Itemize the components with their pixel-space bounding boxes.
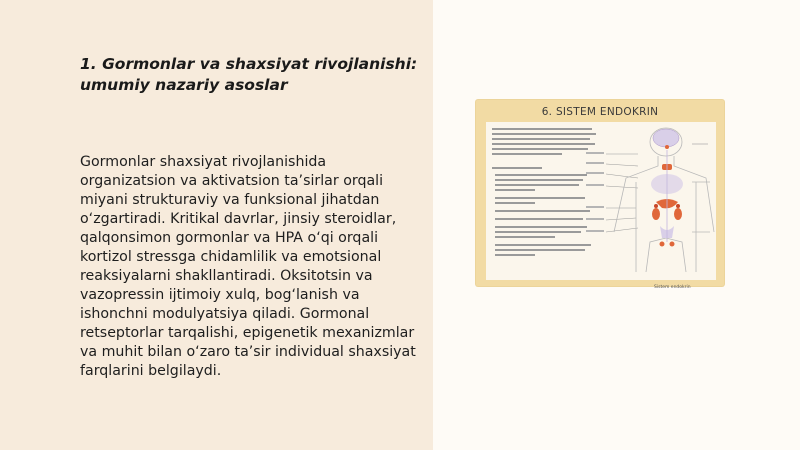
adrenal-right bbox=[676, 204, 680, 208]
endocrine-system-figure bbox=[476, 100, 724, 290]
kidney-right bbox=[674, 208, 682, 220]
gonad-left bbox=[660, 242, 665, 247]
gonad-right bbox=[670, 242, 675, 247]
figure-title: 6. SISTEM ENDOKRIN bbox=[541, 106, 659, 118]
brain-icon bbox=[653, 129, 679, 147]
figure-content bbox=[486, 122, 716, 290]
pituitary-gland bbox=[665, 145, 669, 149]
slide-body-text: Gormonlar shaxsiyat rivojlanishida organizatsion va aktivatsion ta’sirlar orqali miyani strukturaviy va funksional jihatdan o‘zgartiradi. Kritikal davrlar, jinsiy steroidlar, qalqonsimon gormonlar va HPA o‘qi orqali kortizol stressga chidamlilik va emotsional reaksiyalarni shakllantiradi. Oksitotsin va vazopressin ijtimoiy xulq, bog‘lanish va ishonchni modulyatsiya qiladi. Gormonal retseptorlar tarqalishi, epigenetik mexanizmlar va muhit bilan o‘zaro ta’sir individual shaxsiyat farqlarini belgilaydi. bbox=[80, 154, 416, 379]
endocrine-diagram-image bbox=[486, 122, 716, 280]
figure-label-text bbox=[586, 152, 604, 232]
adrenal-left bbox=[654, 204, 658, 208]
figure-text-lines bbox=[492, 128, 596, 256]
figure-caption: Sistem endokrin bbox=[654, 285, 691, 290]
slide-title: 1. Gormonlar va shaxsiyat rivojlanishi: umumiy nazariy asoslar bbox=[80, 55, 418, 94]
kidney-left bbox=[652, 208, 660, 220]
